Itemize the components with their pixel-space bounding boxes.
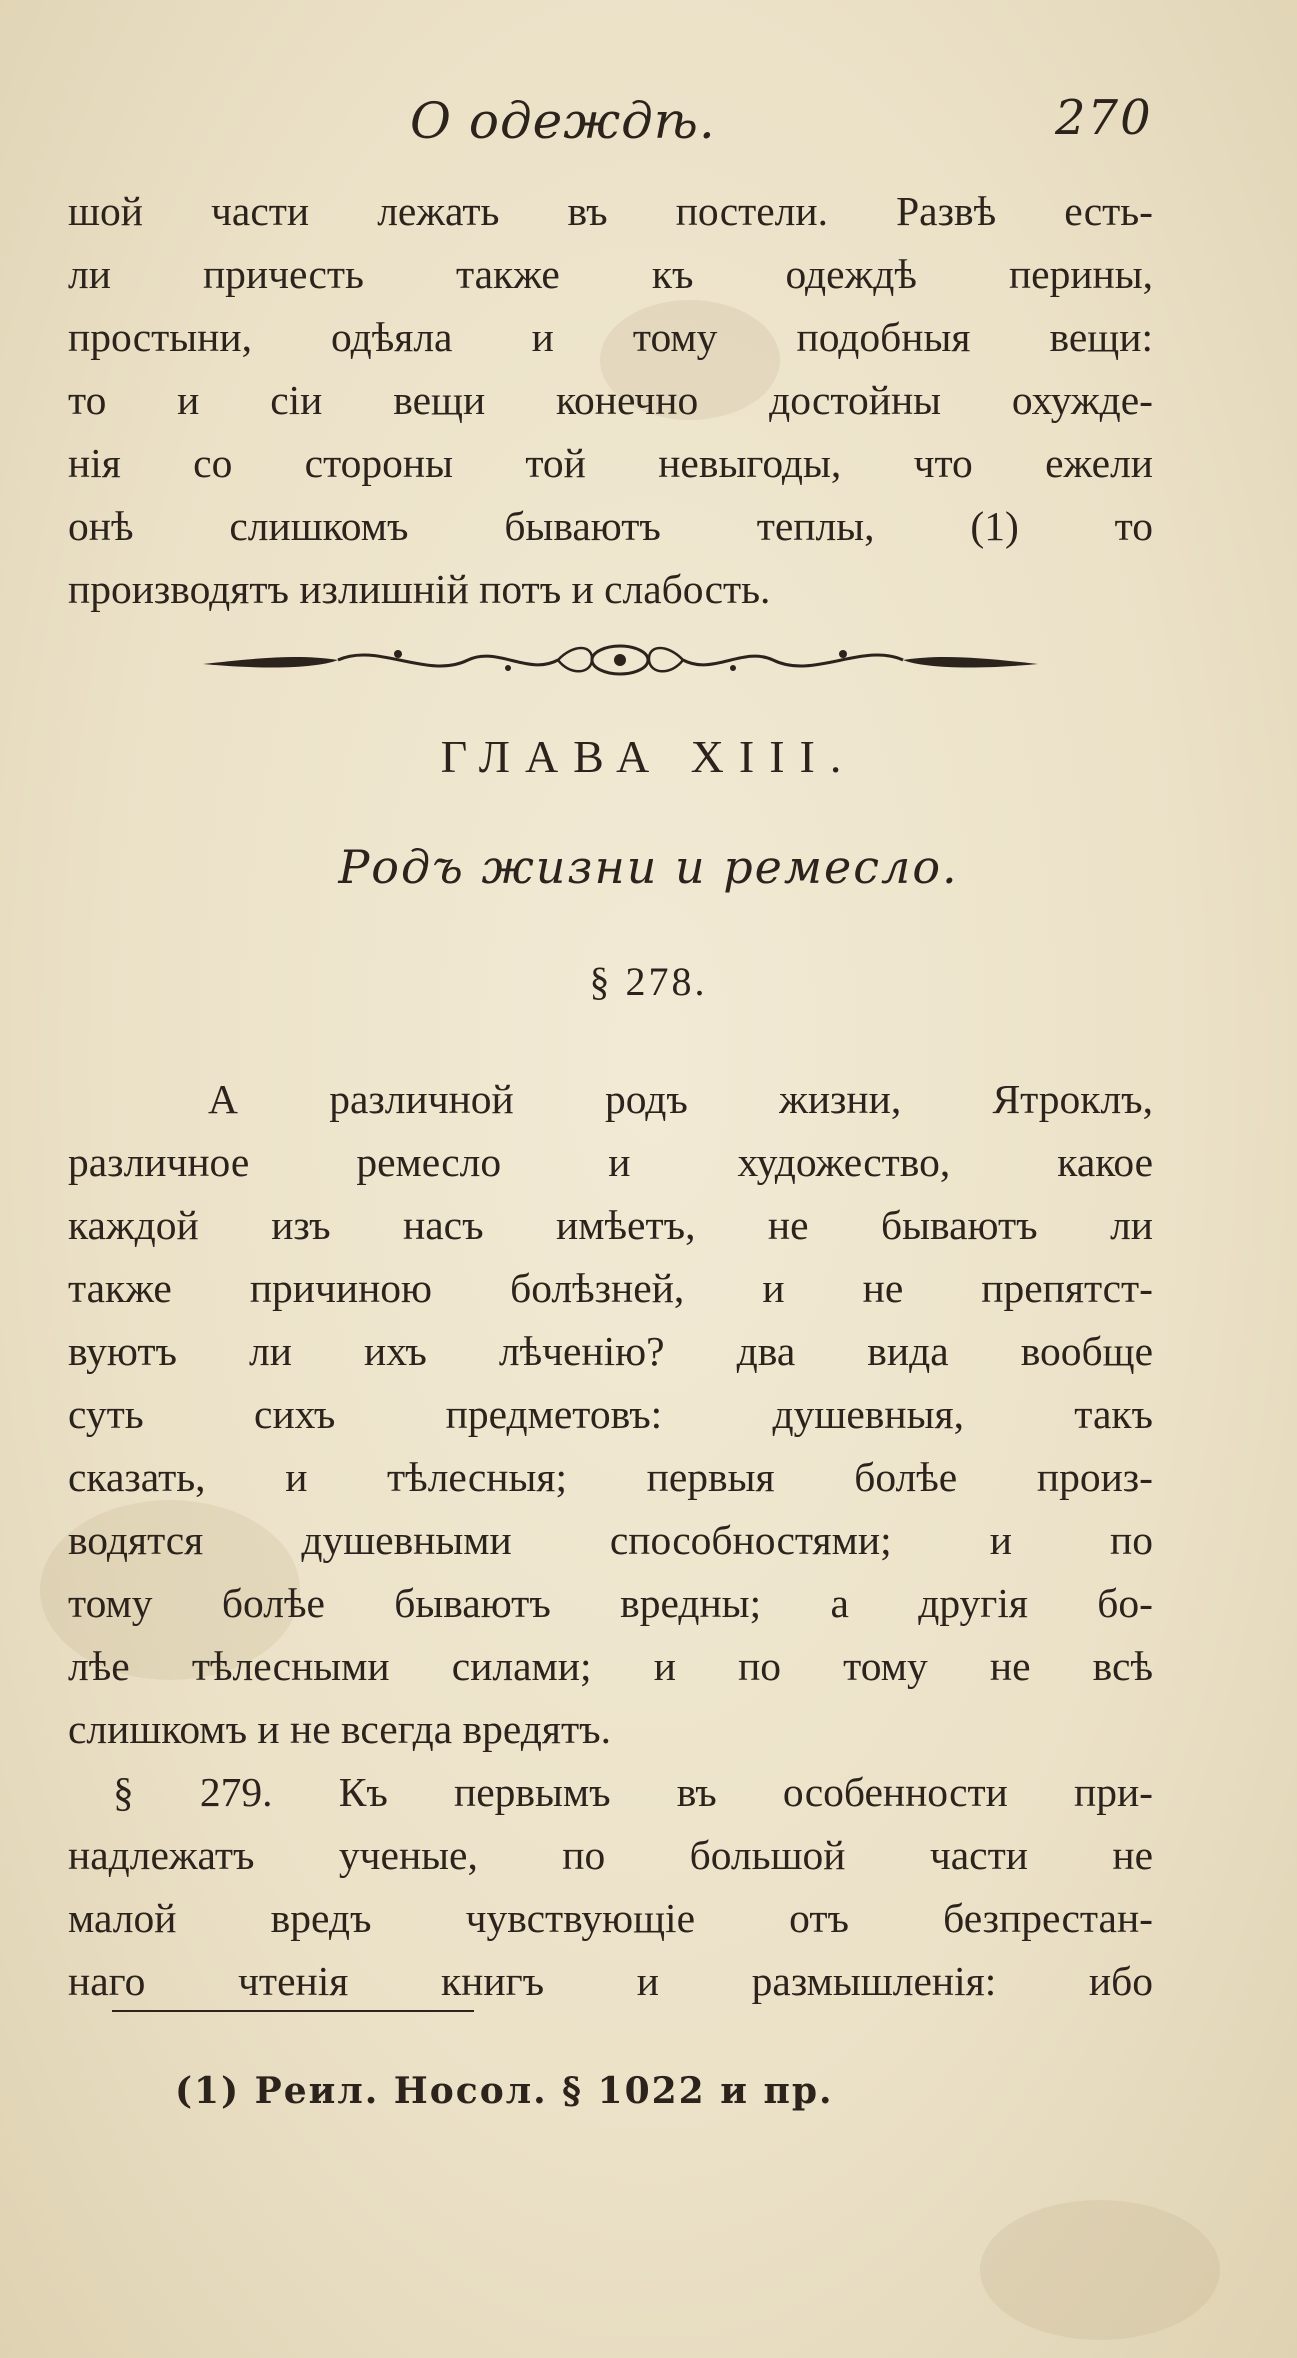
- section-marker: § 278.: [589, 959, 708, 1004]
- continued-paragraph: [68, 180, 1153, 621]
- text-line: слишкомъ и не всегда вредятъ.: [68, 1706, 611, 1752]
- text-line: шой части лежать въ постели. Развѣ есть-: [68, 188, 1153, 234]
- text-line: § 279. Къ первымъ въ особенности при-: [113, 1769, 1153, 1815]
- text-line: вуютъ ли ихъ лѣченію? два вида вообще: [68, 1328, 1153, 1374]
- footnote: (1) Реил. Носол. § 1022 и пр.: [175, 2070, 834, 2112]
- chapter-title: ГЛАВА XIII.: [440, 731, 857, 782]
- text-line: тому болѣе бываютъ вредны; а другія бо-: [68, 1580, 1153, 1626]
- page-header: [0, 92, 1297, 162]
- text-line: водятся душевными способностями; и по: [68, 1517, 1153, 1563]
- text-line: надлежатъ ученые, по большой части не: [68, 1832, 1153, 1878]
- text-line: малой вредъ чувствующіе отъ безпрестан-: [68, 1895, 1153, 1941]
- text-line: наго чтенія книгъ и размышленія: ибо: [68, 1958, 1153, 2004]
- text-line: также причиною болѣзней, и не препятст-: [68, 1265, 1153, 1311]
- footnote-divider: [112, 2010, 474, 2012]
- text-line: простыни, одѣяла и тому подобныя вещи:: [68, 314, 1153, 360]
- text-line: различное ремесло и художество, какое: [68, 1139, 1153, 1185]
- chapter-subtitle: Родъ жизни и ремесло.: [338, 840, 959, 894]
- text-line: ли причесть также къ одеждѣ перины,: [68, 251, 1153, 297]
- text-line: сказать, и тѣлесныя; первыя болѣе произ-: [68, 1454, 1153, 1500]
- page-number: 270: [1055, 90, 1153, 146]
- text-line: каждой изъ насъ имѣетъ, не бываютъ ли: [68, 1202, 1153, 1248]
- body-paragraphs: [68, 1068, 1153, 2013]
- running-title: О одеждѣ.: [410, 92, 716, 150]
- paper-stain: [980, 2200, 1220, 2340]
- text-line: лѣе тѣлесными силами; и по тому не всѣ: [68, 1643, 1153, 1689]
- text-line: А различной родъ жизни, Ятроклъ,: [208, 1076, 1153, 1122]
- text-line: онѣ слишкомъ бываютъ теплы, (1) то: [68, 503, 1153, 549]
- decorative-ornament-divider: [198, 632, 1043, 692]
- text-line: то и сіи вещи конечно достойны охужде-: [68, 377, 1153, 423]
- text-line: суть сихъ предметовъ: душевныя, такъ: [68, 1391, 1153, 1437]
- text-line: нія со стороны той невыгоды, что ежели: [68, 440, 1153, 486]
- text-line: производятъ излишній потъ и слабость.: [68, 566, 771, 612]
